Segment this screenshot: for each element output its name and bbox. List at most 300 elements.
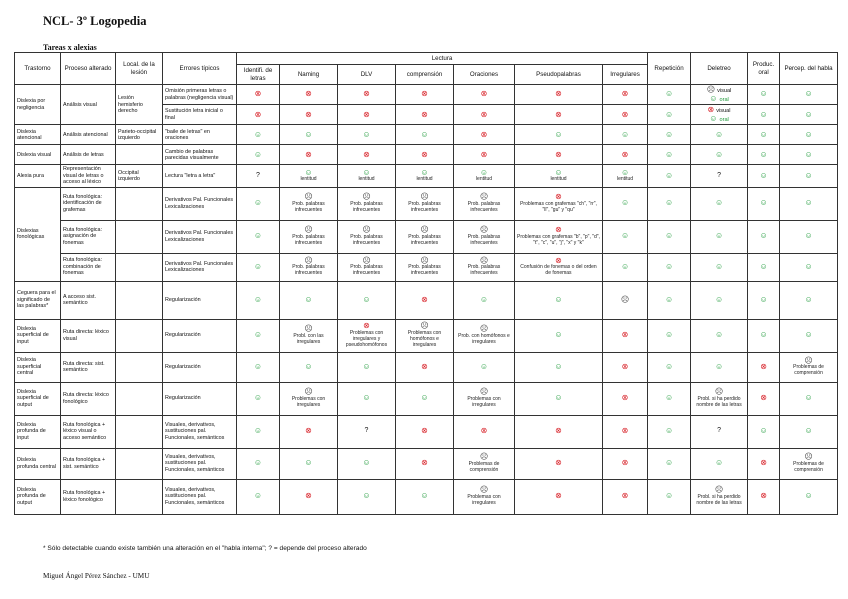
smiley-icon: ☺ [759,109,768,119]
cell-result [780,319,838,352]
smiley-icon: ☺ [804,330,813,340]
neutral-face-icon: ☹ [479,324,489,334]
cross-circle-icon: ⊗ [555,458,562,468]
cell-result [748,352,780,382]
cross-circle-icon: ⊗ [621,149,629,159]
cross-circle-icon: ⊗ [421,426,428,436]
cell-local [116,479,163,514]
smiley-icon: ☺ [554,393,563,403]
cell-result [280,479,338,514]
cell-result [454,352,515,382]
cell-errores: Omisión primeras letras o palabras (negligencia visual) [163,85,237,105]
cell-result [515,448,603,479]
smiley-icon: ☺ [804,426,813,436]
cell-result [280,145,338,165]
smiley-icon: ☺ [304,361,313,371]
cell-proceso: Ruta fonológica: asignación de fonemas [61,220,116,253]
cell-result [748,187,780,220]
cell-note: Prob. palabras infrecuentes [408,200,441,213]
cell-result [338,187,396,220]
cell-local [116,319,163,352]
neutral-face-icon: ☹ [420,192,429,202]
cell-local [116,352,163,382]
cell-result [780,415,838,448]
cell-result [603,220,648,253]
cell-note: Problemas de comprensión [793,460,824,473]
cell-result [338,105,396,125]
cell-result [648,479,691,514]
cell-result [454,187,515,220]
cell-result [648,85,691,105]
cell-note: Problemas con irregulares y pseudohomófonos [345,329,388,348]
col-lectura-sub: comprensión [396,65,454,85]
cell-trastorno: Ceguera para el significado de las palabras* [15,281,61,319]
cell-result [691,165,748,187]
neutral-face-icon: ☹ [420,321,429,331]
cell-note: Probl. si ha perdido nombre de las letras [696,395,742,408]
cell-errores: Sustitución letra inicial o final [163,105,237,125]
cross-circle-icon: ⊗ [555,149,562,159]
cell-note: Prob. palabras infrecuentes [350,233,383,246]
smiley-icon: ☺ [362,361,371,371]
smiley-icon: ☺ [304,129,313,139]
cell-result [237,85,280,105]
cell-note: Problemas con irregulares [467,395,501,408]
cell-proceso: Ruta fonológica: identificación de grafemas [61,187,116,220]
smiley-icon: ☺ [253,231,263,241]
smiley-icon: ☺ [253,393,263,403]
cell-result [780,165,838,187]
cell-result [237,145,280,165]
cross-circle-icon: ⊗ [555,109,562,119]
cell-result [237,319,280,352]
smiley-icon: ☺ [554,361,563,371]
smiley-icon: ☺ [362,491,371,501]
cell-errores: Regularización [163,352,237,382]
cell-result [338,253,396,281]
cell-result [454,220,515,253]
cross-circle-icon: ⊗ [480,89,488,99]
smiley-icon: ☺ [479,294,489,304]
cell-result [338,382,396,415]
cell-result [648,187,691,220]
cell-result [280,448,338,479]
cell-trastorno: Dislexia visual [15,145,61,165]
smiley-icon: ☺ [714,458,724,468]
col-lectura-sub: Pseudopalabras [515,65,603,85]
cell-result [780,253,838,281]
neutral-face-icon: ☹ [714,387,724,397]
cell-result [748,145,780,165]
cell-errores: Regularización [163,382,237,415]
smiley-icon: ☺ [304,294,313,304]
smiley-icon: ☺ [804,129,813,139]
cross-circle-icon: ⊗ [621,89,629,99]
col-lectura-sub: DLV [338,65,396,85]
cell-result [648,448,691,479]
neutral-face-icon: ☹ [304,192,313,202]
cell-result [280,125,338,145]
cell-result [338,145,396,165]
author-credit: Miguel Ángel Pérez Sánchez - UMU [43,572,150,580]
cell-local [116,448,163,479]
smiley-icon: ☺ [714,330,724,340]
smiley-icon: ☺ [759,330,768,340]
cell-result [280,253,338,281]
cell-result [237,281,280,319]
smiley-icon: ☺ [362,167,371,177]
table-row [15,253,838,281]
cell-result [338,165,396,187]
cell-result [691,479,748,514]
cell-proceso: A acceso sist. semántico [61,281,116,319]
cross-circle-icon: ⊗ [421,361,428,371]
cross-circle-icon: ⊗ [254,89,262,99]
smiley-icon: ☺ [804,231,813,241]
cell-result [396,382,454,415]
col-deletreo: Deletreo [691,53,748,85]
cell-result [515,125,603,145]
cell-result [237,382,280,415]
cell-result [338,415,396,448]
cross-circle-icon: ⊗ [305,491,312,501]
cell-result [396,479,454,514]
cell-result [780,125,838,145]
cell-local [116,281,163,319]
cell-result [748,253,780,281]
cell-result [691,145,748,165]
cell-trastorno: Dislexia superficial central [15,352,61,382]
cell-result [648,415,691,448]
smiley-icon: ☺ [253,426,263,436]
cell-result [748,220,780,253]
smiley-icon: ☺ [362,458,371,468]
cell-result [691,85,748,105]
cell-proceso: Ruta directa: sist. semántico [61,352,116,382]
cell-proceso: Ruta fonológica + sist. semántico [61,448,116,479]
cell-result [691,448,748,479]
table-row [15,382,838,415]
cell-result [515,415,603,448]
cell-result [454,448,515,479]
smiley-icon: ☺ [554,167,563,177]
smiley-icon: ☺ [479,167,489,177]
cell-errores: Derivativos Pal. Funcionales Lexicalizaciones [163,220,237,253]
cell-result [515,352,603,382]
neutral-face-icon: ☹ [304,255,313,265]
cell-note: Prob. palabras infrecuentes [292,264,325,277]
cell-trastorno: Dislexia superficial de input [15,319,61,352]
cell-result [396,125,454,145]
cell-trastorno: Alexia pura [15,165,61,187]
cell-result [648,220,691,253]
cell-result [748,448,780,479]
cell-note: Problemas con irregulares [291,395,326,408]
cell-result [515,85,603,105]
cell-result [237,448,280,479]
cell-result [603,145,648,165]
table-row [15,85,838,105]
cross-circle-icon: ⊗ [254,109,262,119]
cell-proceso: Ruta fonológica + léxico visual o acceso semántico [61,415,116,448]
col-repeticion: Repetición [648,53,691,85]
cell-note: Prob. palabras infrecuentes [292,233,325,246]
smiley-icon: ☺ [759,231,768,241]
table-row [15,165,838,187]
table-row [15,415,838,448]
cell-note: lentitud [616,176,634,183]
cell-result [515,187,603,220]
cell-result [648,319,691,352]
cross-circle-icon: ⊗ [555,491,562,501]
smiley-icon: ☺ [804,393,813,403]
cell-result [780,479,838,514]
smiley-icon: ☺ [554,294,563,304]
cell-trastorno: Dislexia por negligencia [15,85,61,125]
col-errores: Errores típicos [163,53,237,85]
cell-errores: Visuales, derivativos, sustituciones pal. Funcionales, semánticos [163,415,237,448]
cell-result [648,125,691,145]
cell-errores: Derivativos Pal. Funcionales Lexicalizaciones [163,253,237,281]
cell-result [338,448,396,479]
smiley-icon: ☺ [714,261,724,271]
neutral-face-icon: ☹ [362,192,371,202]
smiley-icon: ☺ [620,231,630,241]
cell-result [515,165,603,187]
table-row [15,448,838,479]
cell-result [780,281,838,319]
smiley-icon: ☺ [714,149,724,159]
cell-line [693,115,745,124]
cell-result [748,85,780,105]
cell-result [603,352,648,382]
cell-local [116,382,163,415]
cell-note: lentitud [358,176,375,183]
cell-result [454,415,515,448]
smiley-icon: ☺ [759,294,768,304]
smiley-icon: ☺ [804,491,813,501]
cell-trastorno: Dislexia profunda central [15,448,61,479]
table-row [15,220,838,253]
col-lectura: Lectura [237,53,648,65]
cell-note: lentitud [416,176,433,183]
smiley-icon: ☺ [664,361,674,371]
cell-trastorno: Dislexia atencional [15,125,61,145]
neutral-face-icon: ☹ [479,452,489,462]
cross-circle-icon: ⊗ [305,426,312,436]
cell-note: Prob. palabras infrecuentes [467,233,501,246]
cell-result [454,165,515,187]
cell-result [691,281,748,319]
cell-result [780,105,838,125]
cross-circle-icon: ⊗ [555,89,562,99]
smiley-icon: ☺ [804,89,813,99]
cell-note: Prob. palabras infrecuentes [467,264,501,277]
cell-result [396,415,454,448]
cell-errores: Derivativos Pal. Funcionales Lexicalizaciones [163,187,237,220]
smiley-icon: ☺ [664,458,674,468]
neutral-face-icon: ☹ [420,255,429,265]
cell-note: Prob. palabras infrecuentes [292,200,325,213]
cross-circle-icon: ⊗ [363,89,370,99]
cross-circle-icon: ⊗ [760,491,767,501]
smiley-icon: ☺ [759,261,768,271]
cell-result [280,105,338,125]
cross-circle-icon: ⊗ [621,109,629,119]
cell-result [780,145,838,165]
smiley-icon: ☺ [253,198,263,208]
cell-result [338,352,396,382]
smiley-icon: ☺ [664,109,674,119]
cell-line [693,95,745,104]
smiley-icon: ☺ [714,198,724,208]
cell-note: Problemas de comprensión [793,364,824,377]
smiley-icon: ☺ [253,361,263,371]
cell-trastorno: Dislexia superficial de output [15,382,61,415]
cell-result [280,382,338,415]
smiley-icon: ☺ [714,361,724,371]
cross-circle-icon: ⊗ [421,149,428,159]
cell-result [515,382,603,415]
cell-result [237,125,280,145]
neutral-face-icon: ☹ [479,255,489,265]
cell-local [116,253,163,281]
smiley-icon: ☺ [253,330,263,340]
smiley-icon: ☺ [620,198,630,208]
question-mark: ? [717,171,721,179]
cell-result [396,105,454,125]
cell-note: Prob. palabras infrecuentes [350,200,383,213]
cell-note: Confusión de fonemas o del orden de fonemas [520,264,597,277]
col-lectura-sub: Irregulares [603,65,648,85]
table-row [15,352,838,382]
cell-result [237,479,280,514]
cell-result [691,187,748,220]
neutral-face-icon: ☹ [620,294,630,304]
cell-result [454,125,515,145]
cell-result [237,187,280,220]
cross-circle-icon: ⊗ [621,330,629,340]
cell-result [603,281,648,319]
cross-circle-icon: ⊗ [621,491,629,501]
cell-result [603,187,648,220]
smiley-icon: ☺ [714,231,724,241]
cell-result [691,105,748,125]
smiley-icon: ☺ [362,129,371,139]
cell-trastorno: Dislexia profunda de input [15,415,61,448]
cross-circle-icon: ⊗ [555,426,562,436]
cross-circle-icon: ⊗ [555,225,562,235]
smiley-icon: ☺ [664,393,674,403]
cell-local [116,220,163,253]
cell-result [780,352,838,382]
col-lectura-sub: Naming [280,65,338,85]
cell-result [454,319,515,352]
smiley-icon: ☺ [759,89,768,99]
cell-errores: Visuales, derivativos, sustituciones pal. Funcionales, semánticos [163,448,237,479]
cell-result [780,448,838,479]
cell-result [396,145,454,165]
table-row [15,187,838,220]
smiley-icon: ☺ [664,231,674,241]
cell-trastorno: Dislexias fonológicas [15,187,61,281]
cell-result [603,85,648,105]
cell-proceso: Análisis atencional [61,125,116,145]
cross-circle-icon: ⊗ [760,393,767,403]
cell-result [780,187,838,220]
cell-note: Problemas con grafemas "ch", "rr", "ll", "gu" y "qu" [520,200,597,213]
cell-trastorno: Dislexia profunda de output [15,479,61,514]
smiley-icon: ☺ [253,294,263,304]
cell-result [748,165,780,187]
cross-circle-icon: ⊗ [421,294,428,304]
cross-circle-icon: ⊗ [305,89,312,99]
cross-circle-icon: ⊗ [621,458,629,468]
smiley-icon: ☺ [714,129,724,139]
cell-note: Prob. con homófonos e irregulares [458,332,510,345]
smiley-icon: ☺ [664,129,674,139]
cell-result [691,319,748,352]
smiley-icon: ☺ [759,149,768,159]
smiley-icon: ☺ [620,167,630,177]
cell-note: lentitud [550,176,567,183]
smiley-icon: ☺ [664,261,674,271]
table-row [15,125,838,145]
col-proceso: Proceso alterado [61,53,116,85]
cell-result [648,145,691,165]
neutral-face-icon: ☹ [479,225,489,235]
cell-result [603,448,648,479]
cell-result [237,415,280,448]
cell-result [648,105,691,125]
cell-result [603,479,648,514]
cell-note: lentitud [300,176,317,183]
smiley-icon: ☺ [804,109,813,119]
table-body [15,85,838,515]
cross-circle-icon: ⊗ [760,361,767,371]
cell-local: Occipital izquierdo [116,165,163,187]
question-mark: ? [717,427,721,435]
smiley-icon: ☺ [253,261,263,271]
cell-note: oral [719,96,729,103]
cell-result [338,319,396,352]
col-produc: Produc. oral [748,53,780,85]
cell-local [116,415,163,448]
cell-note: Probl. con las irregulares [293,332,324,345]
cell-result [780,85,838,105]
cell-note: Prob. palabras infrecuentes [467,200,501,213]
cell-result [515,479,603,514]
cross-circle-icon: ⊗ [707,105,715,115]
smiley-icon: ☺ [759,198,768,208]
neutral-face-icon: ☹ [479,192,489,202]
cell-local: Lesión hemisferio derecho [116,85,163,125]
cell-result [338,281,396,319]
cell-result [748,125,780,145]
smiley-icon: ☺ [759,129,768,139]
neutral-face-icon: ☹ [304,387,313,397]
smiley-icon: ☺ [253,458,263,468]
cell-result [396,253,454,281]
smiley-icon: ☺ [804,261,813,271]
cross-circle-icon: ⊗ [363,149,370,159]
cell-result [280,165,338,187]
cell-result [237,253,280,281]
smiley-icon: ☺ [804,149,813,159]
cell-result [648,352,691,382]
cross-circle-icon: ⊗ [305,109,312,119]
cell-result [280,281,338,319]
